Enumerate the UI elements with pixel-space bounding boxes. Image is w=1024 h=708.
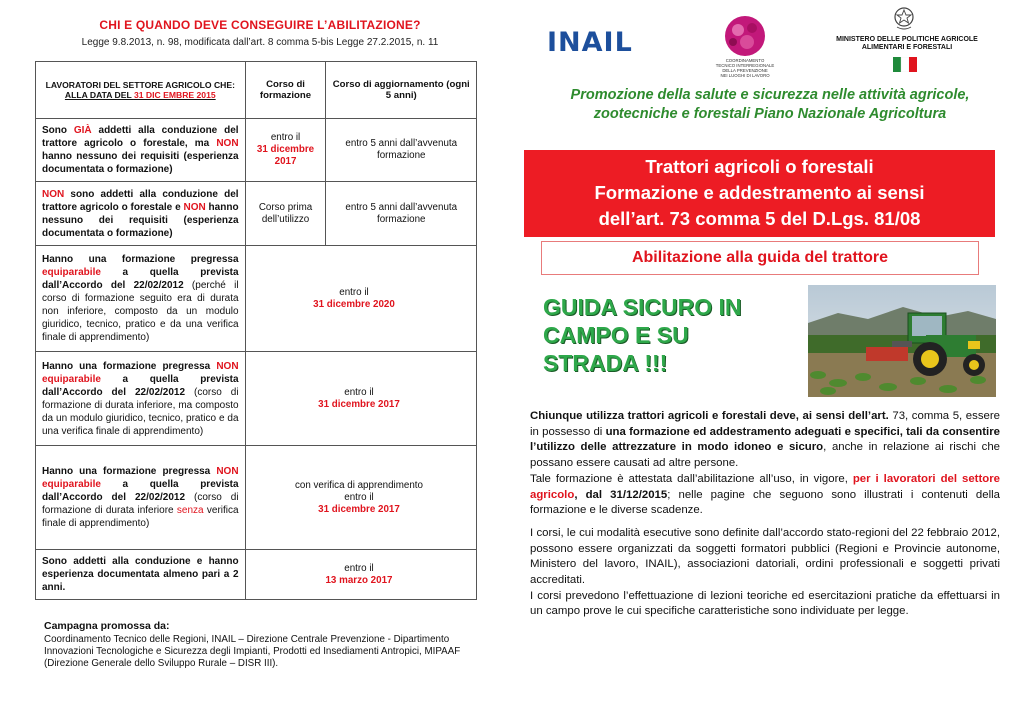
paragraph-1: Chiunque utilizza trattori agricoli e forestali deve, ai sensi dell’art. 73, comma 5, essere in possesso di una formazione ed addestramento adeguati e specifici, tali da consentire l’utilizzo delle attrezzature in modo idoneo e sicuro, anche in relazione ai rischi che possano essere causati ad altre persone. (530, 410, 1000, 470)
svg-text:NEI LUOGHI DI LAVORO: NEI LUOGHI DI LAVORO (720, 73, 770, 78)
row-scadenza: entro il 13 marzo 2017 (326, 550, 477, 600)
row-description: Hanno una formazione pregressa NON equiparabile a quella prevista dall’Accordo del 22/02/2012 (corso di formazione di durata inferiore senza verifica finale di apprendimento) (36, 446, 246, 550)
tractor-photo (808, 285, 996, 397)
svg-text:TECNICO INTERREGIONALE: TECNICO INTERREGIONALE (715, 63, 775, 68)
inail-logo: INAIL (547, 27, 633, 58)
table-header-workers: LAVORATORI DEL SETTORE AGRICOLO CHE: ALLA DATA DEL 31 DIC EMBRE 2015 (36, 62, 246, 119)
row-description: Hanno una formazione pregressa equiparabile a quella prevista dall’Accordo del 22/02/2012 (perché il corso di formazione seguito era di durata non inferiore, composto da un modulo giuridico, tecnico, pratico e da una verifica finale di apprendimento) (36, 246, 246, 352)
table-row (36, 446, 477, 550)
paragraph-4: I corsi prevedono l’effettuazione di lezioni teoriche ed esercitazioni pratiche da effettuarsi in un campo prove le cui specifiche caratteristiche sono individuate per legge. (530, 589, 1000, 618)
row-aggiornamento: entro 5 anni dall’avvenuta formazione (326, 119, 477, 182)
abilitazione-table (35, 61, 477, 600)
table-row (36, 119, 477, 182)
table-header-aggiornamento: Corso di aggiornamento (ogni 5 anni) (326, 62, 477, 119)
svg-text:DELLA PREVENZIONE: DELLA PREVENZIONE (722, 68, 768, 73)
row-description: Sono addetti alla conduzione e hanno esperienza documentata almeno pari a 2 anni. (36, 550, 246, 600)
ministero-label: MINISTERO DELLE POLITICHE AGRICOLE ALIMENTARI E FORESTALI (836, 36, 978, 51)
body-text (530, 409, 1000, 620)
title-banner: Trattori agricoli o forestali Formazione e addestramento ai sensi dell’art. 73 comma 5 del D.Lgs. 81/08 (524, 150, 995, 237)
paragraph-3: I corsi, le cui modalità esecutive sono definite dall’accordo stato-regioni del 22 febbraio 2012, possono essere organizzati da soggetti formatori pubblici (Regioni e Provincie autonome, Ministero del lavoro, INAIL), associazioni datoriali, ordini professionali e soggetti privati accreditati. (530, 526, 1000, 587)
campagna-text: Coordinamento Tecnico delle Regioni, INAIL – Direzione Centrale Prevenzione - Dipartimento Innovazioni Tecnologiche e Sicurezza degli Impianti, Prodotti ed Insediamenti Antropici, MIPAAF (Direzione Generale dello Sviluppo Rurale – DISR III). (44, 634, 461, 669)
left-title: CHI E QUANDO DEVE CONSEGUIRE L’ABILITAZIONE? (99, 18, 421, 32)
table-row (36, 550, 477, 600)
row-scadenza: con verifica di apprendimento entro il 31 dicembre 2017 (326, 446, 477, 550)
slogan: GUIDA SICURO IN CAMPO E SU STRADA !!! (543, 294, 742, 376)
promo-heading: Promozione della salute e sicurezza nelle attività agricole, zootecniche e forestali Piano Nazionale Agricoltura (570, 87, 970, 122)
abilitazione-heading: Abilitazione alla guida del trattore (541, 241, 979, 275)
left-subtitle: Legge 9.8.2013, n. 98, modificata dall’art. 8 comma 5-bis Legge 27.2.2015, n. 11 (81, 37, 439, 48)
row-description: Sono GIÀ addetti alla conduzione del trattore agricolo o forestale, ma NON hanno nessuno dei requisiti (esperienza documentata o formazione) (36, 119, 246, 182)
paragraph-2: Tale formazione è attestata dall’abilitazione all’uso, in vigore, per i lavoratori del settore agricolo, dal 31/12/2015; nelle pagine che seguono sono illustrati i contenuti della formazione e le diverse scadenze. (530, 472, 1000, 517)
row-corso: entro il 31 dicembre 2017 (245, 119, 326, 182)
row-description: Hanno una formazione pregressa NON equiparabile a quella prevista dall’Accordo del 22/02/2012 (corso di formazione di durata inferiore, ma composto da un modulo giuridico, tecnico, pratico e da una verifica finale di apprendimento) (36, 352, 246, 446)
republic-emblem-icon (893, 5, 915, 31)
table-row (36, 352, 477, 446)
table-row (36, 246, 477, 352)
row-aggiornamento: entro 5 anni dall’avvenuta formazione (326, 182, 477, 246)
row-corso: Corso prima dell’utilizzo (245, 182, 326, 246)
row-scadenza: entro il 31 dicembre 2017 (326, 352, 477, 446)
row-description: NON sono addetti alla conduzione del trattore agricolo o forestale e NON hanno nessuno dei requisiti (esperienza documentata o formazione) (36, 182, 246, 246)
table-header-corso: Corso di formazione (245, 62, 326, 119)
row-scadenza: entro il 31 dicembre 2020 (326, 246, 477, 352)
coordination-logo (700, 14, 790, 80)
table-row (36, 182, 477, 246)
campagna-title: Campagna promossa da: (44, 620, 170, 632)
svg-text:COORDINAMENTO: COORDINAMENTO (725, 58, 765, 63)
italian-flag-icon (893, 57, 917, 72)
